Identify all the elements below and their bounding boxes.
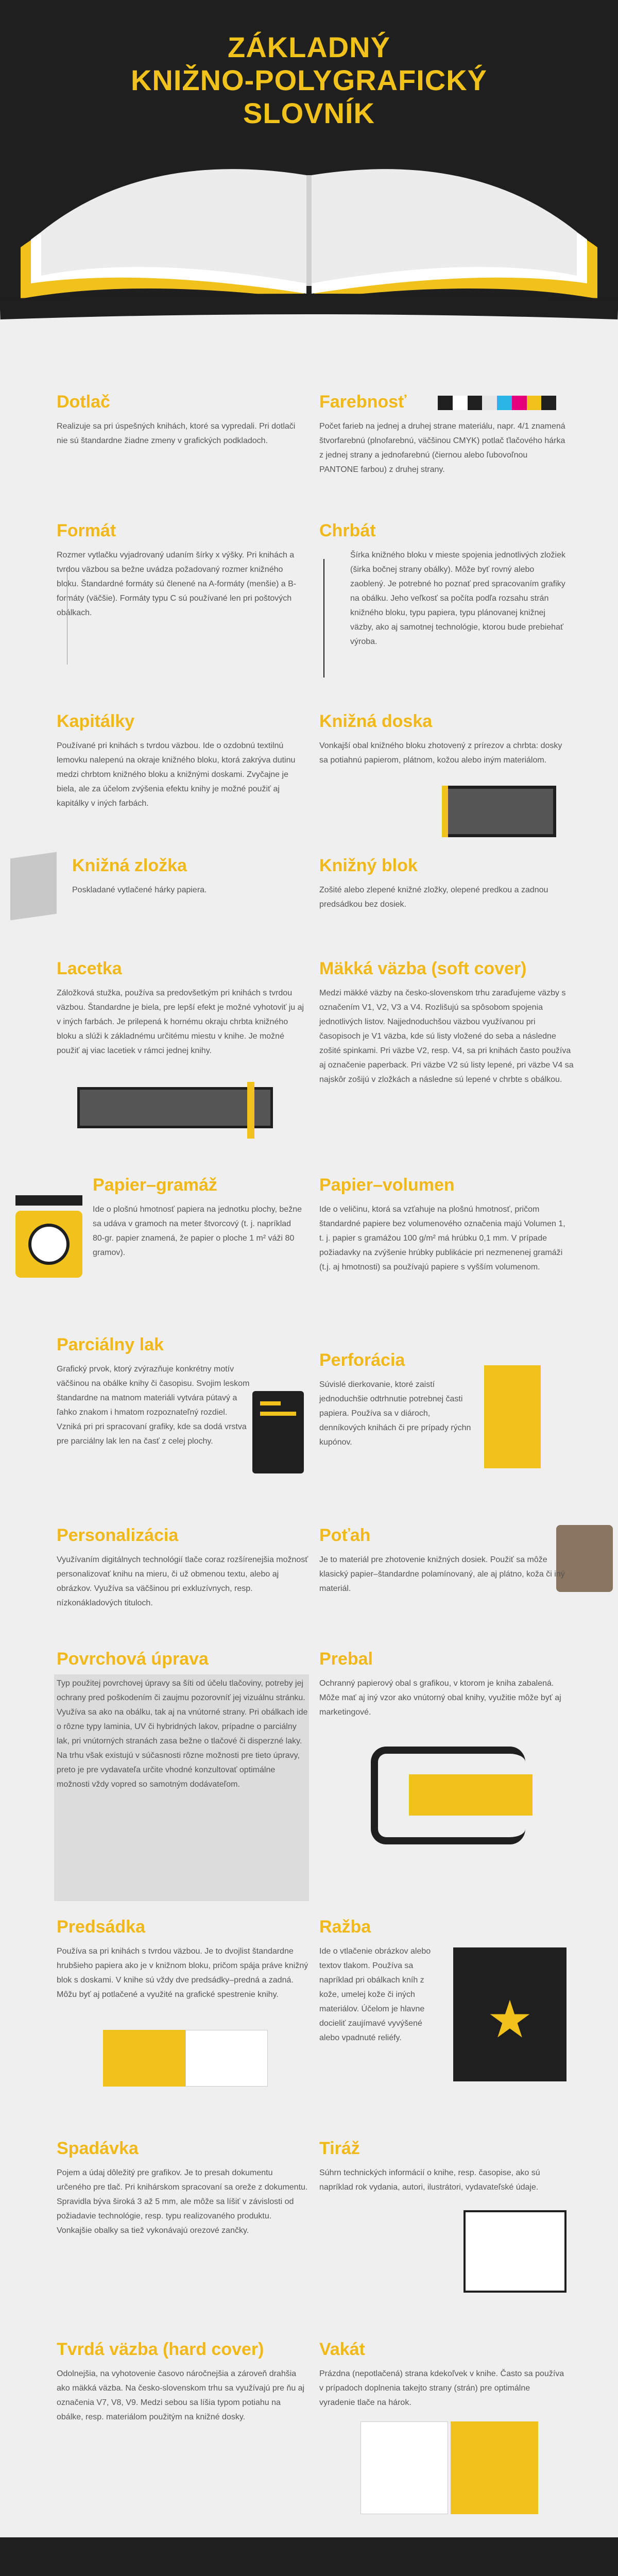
magazine-icon [252,1391,304,1473]
section-text: Používané pri knihách s tvrdou väzbou. Ide o ozdobnú textilnú lemovku nalepenú na okraje knižného bloku, ktorá zakrýva dutinu medzi chrbtom knižného bloku a knižnými doskami. Zvyčajne je biela, ale za účelom zvýšenia efektu knihy je možné použiť aj kapitálky v iných farbách. [57,741,296,808]
section-lacetka [57,958,309,1058]
folded-sheets-icon [10,852,57,921]
section-text: Zošité alebo zlepené knižné zložky, olepené predkou a zadnou predsádkou bez dosiek. [319,886,548,909]
section-title: Knižná doska [319,711,433,731]
section-dotlac [57,392,304,448]
section-title: Mäkká väzba (soft cover) [319,959,527,978]
section-perforacia [319,1350,474,1450]
book-spine-icon [442,786,448,837]
section-spadavka [57,2138,309,2238]
title-line-1: ZÁKLADNÝ [228,31,390,63]
section-title: Parciálny lak [57,1335,164,1354]
section-text: Ochranný papierový obal s grafikou, v ktorom je kniha zabalená. Môže mať aj iný vzor ako vnútorný obal knihy, využitie môže byť aj marketingové. [319,1679,561,1717]
section-text: Pojem a údaj dôležitý pre grafikov. Je to presah dokumentu určeného pre tlač. Pri knihárskom spracovaní sa oreže z dokumentu. Spravidla býva široká 3 až 5 mm, ale môže sa líšiť v závislosti od požiadavie technológie, resp. typu realizovaného produktu. Vonkajšie obalky sa tiež vykonávajú orezové zančky. [57,2168,308,2235]
section-potah [319,1525,566,1596]
section-text: Súvislé dierkovanie, ktoré zaistí jednoduchšie odtrhnutie potrebnej časti papiera. Používa sa v diároch, denníkových knihách či pre prípady rýchn kupónov. [319,1380,471,1447]
page-title [0,31,618,130]
section-text: Prázdna (nepotlačená) strana kdekoľvek v knihe. Často sa používa v prípadoch doplnenia takejto strany (strán) pre optimálne vyradenie tlače na hárok. [319,2369,564,2407]
section-text: Šírka knižného bloku v mieste spojenia jednotlivých zložiek (širka bočnej strany obálky). Môže byť rovný alebo zaoblený. Je potrebné ho poznať pred spracovaním grafiky na obálku. Jeho veľkosť sa počíta podľa rozsahu strán knižného bloku, typu papiera, typu plánovanej knižnej väzby, ako aj samotnej technológie, ktorou bude prebiehať výroba. [350,551,565,646]
dust-jacket-icon [371,1747,525,1844]
section-text: Ide o veličinu, ktorá sa vzťahuje na plošnú hmotnosť, pričom štandardné papiere bez volumenového označenia majú Volumen 1, t. j. papier s gramážou 100 g/m² má hrúbku 0,1 mm. V prípade požiadavky na zvýšenie hrúbky publikácie pri nezmenenej gramáži (t.j. aj hmotnosti) sa používajú papiere s vyšším volumenom. [319,1205,565,1272]
section-title: Poťah [319,1526,371,1545]
section-text: Ide o plošnú hmotnosť papiera na jednotku plochy, bežne sa udáva v gramoch na meter štvorcový (t. j. napríklad 80-gr. papier znamená, že papier o ploche 1 m² váži 80 gramov). [93,1205,302,1257]
section-title: Papier–volumen [319,1175,455,1195]
section-title: Personalizácia [57,1526,179,1545]
section-title: Papier–gramáž [93,1175,217,1195]
section-title: Vakát [319,2340,365,2359]
section-title: Kapitálky [57,711,135,731]
section-text: Odolnejšia, na vyhotovenie časovo náročnejšia a zároveň drahšia ako mäkká väzba. Na česko-slovenskom trhu sa využívajú pre ňu aj označenia V7, V8, V9. Medzi sebou sa líšia typom potiahu na obálke, resp. materiálom použitým na knižné dosky. [57,2369,305,2421]
ribbon-icon [247,1082,254,1139]
book-cover-icon [443,786,556,837]
section-title: Spadávka [57,2139,139,2158]
section-title: Knižná zložka [72,856,187,875]
section-prebal [319,1649,566,1720]
section-text: Je to materiál pre zhotovenie knižných dosiek. Použiť sa môže klasický papier–štandardne polamínovaný, ale aj plátno, koža či iný materiál. [319,1555,565,1593]
perforated-ticket-icon [484,1365,541,1468]
section-text: Poskladané vytlačené hárky papiera. [72,886,207,894]
section-title: Predsádka [57,1917,145,1937]
section-title: Tiráž [319,2139,360,2158]
section-title: Tvrdá väzba (hard cover) [57,2340,264,2359]
section-text: Využívaním digitálnych technológií tlače coraz rozšírenejšia možnosť personalizovať knihu na mieru, či už obmenou textu, alebo aj obrázkov. Využíva sa väčšinou pri exkluzívnych, resp. nízkonákladových tituloch. [57,1555,308,1607]
cmyk-swatch-icon [438,396,556,410]
section-title: Prebal [319,1649,373,1669]
blank-page-icon [360,2421,541,2514]
embossed-star-icon: ★ [453,1947,566,2081]
section-format [57,520,304,620]
section-parcialny-lak [57,1334,252,1449]
section-papier-gramaz [93,1175,304,1260]
section-tvrda-vazba [57,2339,309,2425]
open-book-icon [103,2020,268,2097]
section-title: Farebnosť [319,392,407,412]
section-knizna-doska [319,711,566,768]
spine-arrow-icon [323,559,324,677]
open-book-illustration [0,129,618,350]
section-personalizacia [57,1525,309,1611]
section-text: Typ použitej povrchovej úpravy sa šíti od účelu tlačoviny, potreby jej ochrany pred poškodením či zaujmu pozorovníť jej vizuálnu stránku. Využíva sa ako na obálku, tak aj na vnútorné strany. Pri obálkach ide o rôzne typy laminia, UV či hybridných lakov, prípadne o parciálny lak, pri vnútorných stranách zasa bežne o tlačové či disperzné laky. Na trhu však existujú v súčasnosti rôzne možnosti pre tieto úpravy, preto je pre vydavateľa určite vhodné konzultovať optimálne možnosti vždy vopred so samotným dodávateľom. [57,1679,308,1789]
section-makka-vazba [319,958,577,1087]
section-knizna-zlozka [72,855,309,897]
footer [0,2537,618,2576]
section-vakat [319,2339,566,2410]
section-razba [319,1917,443,2045]
section-title: Povrchová úprava [57,1649,209,1669]
imprint-page-icon [464,2210,566,2293]
section-tiraz [319,2138,566,2195]
section-text: Súhrn technických informácií o knihe, resp. časopise, ako sú napríklad rok vydania, autori, ilustrátori, vydavateľské údaje. [319,2168,540,2192]
section-title: Formát [57,521,116,540]
section-title: Ražba [319,1917,371,1937]
section-title: Dotlač [57,392,110,412]
section-chrbat [319,520,566,649]
section-title: Lacetka [57,959,122,978]
section-text: Ide o vtlačenie obrázkov alebo textov tlakom. Používa sa napríklad pri obálkach kníh z kože, umelej kože či iných materiálov. Účelom je hlavne docieliť zaujímavé vyvýšené alebo vpadnuté reliéfy. [319,1947,431,2042]
section-predsadka [57,1917,309,2002]
section-title: Knižný blok [319,856,418,875]
section-text: Medzi mäkké väzby na česko-slovenskom trhu zaraďujeme väzby s označením V1, V2, V3 a V4. Rozlišujú sa spôsobom spojenia jednotlivých listov. Najjednoduchšou väzbou využívanou pri časopisoch je V1 väzba, kde sú listy vložené do seba a následne zošité spinkami. Pri väzbe V2, resp. V4, sa pri knihách často používa aj označenie paperback. Pri väzbe V2 sú listy lepené, pri väzbe V4 sa najskôr zošijú v zložkách a následne sú lepené v chrbte s obálkou. [319,989,574,1084]
section-kapitalky [57,711,309,811]
section-text: Vonkajší obal knižného bloku zhotovený z prírezov a chrbta: dosky sa potiahnú papierom, plátnom, kožou alebo iným materiálom. [319,741,562,765]
section-papier-volumen [319,1175,566,1275]
section-title: Perforácia [319,1350,405,1370]
section-text: Používa sa pri knihách s tvrdou väzbou. Je to dvojlist štandardne hrubšieho papiera ako je v knižnom bloku, pričom spája práve knižný blok s doskami. V knihe sú vždy dve predsádky–predná a zadná. Môžu byť aj potlačené a využité na grafické spestrenie knihy. [57,1947,308,1999]
section-text: Záložková stužka, používa sa predovšetkým pri knihách s tvrdou väzbou. Štandardne je biela, pre lepší efekt je možné vyhotoviť ju aj v iných farbách. Je prilepená k hornému okraju chrbta knižného bloku a slúži k základnému určitému miestu v knihe. Je možné použiť aj viac lacetiek v rámci jednej knihy. [57,989,304,1055]
bookmark-ribbon-icon [77,1087,273,1128]
section-text: Grafický prvok, ktorý zvýrazňuje konkrétny motív väčšinou na obálke knihy či časopisu. Svojim leskom štandardne na matnom materiáli vytvára pútavý a ľahko znakom i hmatom rozpoznateľný rozdiel. Vzniká pri pri spracovaní grafiky, kde sa dodá vrstva pre parciálny lak len na časť z celej plochy. [57,1365,250,1446]
section-povrchova-uprava [57,1649,309,1792]
title-line-3: SLOVNÍK [243,97,375,129]
section-text: Realizuje sa pri úspešných knihách, ktoré sa vypredali. Pri dotlači nie sú štandardne žiadne zmeny v grafických podkladoch. [57,422,296,445]
section-knizny-blok [319,855,566,912]
title-line-2: KNIŽNO-POLYGRAFICKÝ [130,64,488,96]
scale-icon [10,1195,88,1283]
section-title: Chrbát [319,521,376,540]
section-text: Počet farieb na jednej a druhej strane materiálu, napr. 4/1 znamená štvorfarebnú (plnofarebnú, väčšinou CMYK) potlač ťlačového hárka z jednej strany a jednofarebnú (čiernou alebo ľubovoľnou PANTONE farbou) z druhej strany. [319,422,565,474]
section-text: Rozmer vytlačku vyjadrovaný udaním šírky x výšky. Pri knihách a tvrdou väzbou sa bežne uvádza požadovaný rozmer knižného bloku. Štandardné formáty sú členené na A-formáty (menšie) a B-formáty (väčšie). Formáty typu C sú používané len pri poštových obálkach. [57,551,297,617]
